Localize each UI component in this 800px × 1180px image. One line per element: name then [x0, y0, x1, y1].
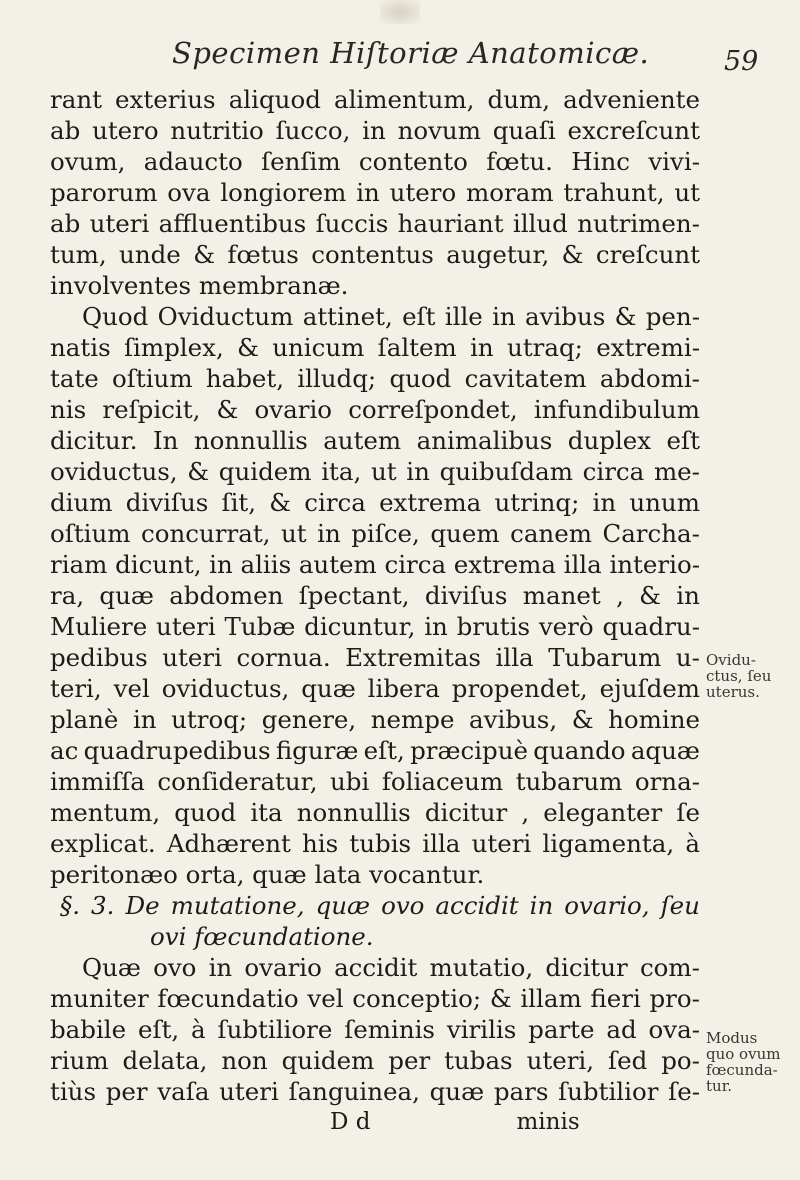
word: dicitur: [424, 798, 508, 827]
word: ſubtilior: [558, 1077, 659, 1106]
text-line: [50, 549, 700, 580]
word: præcipuè: [410, 736, 529, 765]
word: mentum,: [50, 798, 161, 827]
word: quod: [174, 798, 237, 827]
word: dicitur: [545, 953, 628, 982]
word: ab: [50, 116, 81, 145]
word: in: [529, 891, 554, 920]
word: illa: [495, 643, 534, 672]
word: uteri: [89, 209, 150, 238]
word: quod: [389, 364, 452, 393]
word: &: [489, 984, 512, 1013]
word: §.: [60, 891, 81, 920]
word: pedibus: [50, 643, 148, 672]
word: nutritio: [170, 116, 264, 145]
word: abdomen: [169, 581, 284, 610]
text-line: [50, 487, 700, 518]
word: ovario: [244, 953, 322, 982]
word: ſe: [676, 798, 700, 827]
body-text: [50, 84, 700, 1138]
word: &: [193, 240, 215, 269]
text-line: [50, 673, 700, 704]
word: Quæ: [82, 953, 141, 982]
word: Carcha-: [602, 519, 700, 548]
margin-note-line: Modus: [706, 1029, 758, 1047]
word: 3.: [91, 891, 115, 920]
word: reſpicit,: [102, 395, 201, 424]
word: ejuſdem: [599, 674, 700, 703]
word: in: [208, 953, 233, 982]
word: Extremitas: [345, 643, 482, 672]
word: ,: [521, 798, 530, 827]
text-line: [50, 177, 700, 208]
word: brutis: [456, 612, 531, 641]
word: illudq;: [297, 364, 377, 393]
word: mutatio,: [429, 953, 534, 982]
word: in: [362, 116, 386, 145]
word: oviductus,: [50, 457, 178, 486]
word: in: [424, 612, 448, 641]
word: &: [571, 705, 594, 734]
word: propendet,: [451, 674, 588, 703]
word: utraq;: [507, 333, 583, 362]
word: In: [152, 426, 179, 455]
word: Oviductum: [157, 302, 294, 331]
word: &: [187, 457, 210, 486]
word: habet,: [205, 364, 285, 393]
word: natis: [50, 333, 111, 362]
word: ova: [167, 178, 211, 207]
margin-note-line: Ovidu-: [706, 651, 756, 669]
word: piſce,: [351, 519, 420, 548]
word: unicum: [272, 333, 365, 362]
word: vaſa: [157, 1077, 210, 1106]
word: unde: [119, 240, 181, 269]
word: tubas: [444, 1046, 513, 1075]
word: parte: [528, 1015, 595, 1044]
word: quibuſdam: [439, 457, 573, 486]
word: augetur,: [446, 240, 550, 269]
margin-note-line: uterus.: [706, 683, 760, 701]
text-line: [50, 394, 700, 425]
word: à: [191, 1015, 206, 1044]
word: ova-: [648, 1015, 700, 1044]
word: u-: [675, 643, 700, 672]
word: circa: [582, 457, 645, 486]
word: in: [676, 581, 700, 610]
word: ſaltem: [377, 333, 457, 362]
word: ab: [50, 209, 81, 238]
word: cornua.: [236, 643, 331, 672]
word: illa: [563, 550, 602, 579]
word: ovo: [381, 891, 425, 920]
word: quem: [430, 519, 500, 548]
word: trahunt,: [563, 178, 665, 207]
word: rium: [50, 1046, 109, 1075]
word: diviſus: [125, 488, 209, 517]
word: ovum,: [50, 147, 126, 176]
word: dicuntur,: [304, 612, 416, 641]
word: oſtium: [112, 364, 193, 393]
word: conſideratur,: [157, 767, 318, 796]
catchword: minis: [516, 1109, 580, 1135]
word: dicunt,: [115, 550, 202, 579]
word: hauriant: [397, 209, 504, 238]
word: figuræ: [275, 736, 359, 765]
word: accidit: [334, 953, 418, 982]
word: &: [237, 333, 259, 362]
word: nonnullis: [193, 426, 308, 455]
word: genere,: [261, 705, 357, 734]
word: quadru-: [602, 612, 700, 641]
margin-note-line: ctus, ſeu: [706, 667, 772, 685]
text-line: [50, 704, 700, 735]
page-stain: [380, 0, 420, 24]
word: diviſus: [424, 581, 508, 610]
word: excreſcunt: [567, 116, 700, 145]
text-line: [50, 239, 700, 270]
word: Tubarum: [548, 643, 662, 672]
word: &: [561, 240, 584, 269]
word: interio-: [609, 550, 700, 579]
text-line: [50, 518, 700, 549]
word: pen-: [645, 302, 700, 331]
word: eleganter: [543, 798, 663, 827]
word: adaucto: [143, 147, 243, 176]
word: creſcunt: [595, 240, 700, 269]
word: &: [269, 488, 292, 517]
word: quæ: [429, 1077, 485, 1106]
word: exterius: [115, 85, 216, 114]
text-line: [50, 611, 700, 642]
text-line: [50, 332, 700, 363]
text-line: [50, 580, 700, 611]
word: &: [639, 581, 661, 610]
text-line: [50, 1014, 700, 1045]
word: aliquod: [228, 85, 321, 114]
word: affluentibus: [158, 209, 307, 238]
word: extrema: [453, 550, 556, 579]
text-line: [50, 363, 700, 394]
word: oſtium: [50, 519, 131, 548]
word: manet: [522, 581, 601, 610]
word: Hinc: [571, 147, 630, 176]
word: circa: [304, 488, 366, 517]
word: parorum: [50, 178, 158, 207]
word: muniter: [50, 984, 149, 1013]
word: Adhærent: [166, 829, 291, 858]
text-line: involventes membranæ.: [50, 271, 349, 300]
word: ut: [370, 457, 397, 486]
word: dium: [50, 488, 113, 517]
word: unum: [629, 488, 700, 517]
word: ſenſim: [261, 147, 341, 176]
word: Quod: [82, 302, 149, 331]
word: ſit,: [221, 488, 257, 517]
word: in: [592, 488, 617, 517]
word: planè: [50, 705, 119, 734]
word: ſeu: [660, 891, 700, 920]
word: utero: [389, 178, 457, 207]
word: fœtu.: [486, 147, 553, 176]
word: quando: [533, 736, 626, 765]
word: teri,: [50, 674, 102, 703]
word: fœcundatio: [157, 984, 299, 1013]
text-line: [50, 983, 700, 1014]
text-line: [50, 115, 700, 146]
text-line: [50, 146, 700, 177]
page-number: 59: [724, 46, 759, 77]
word: verò: [538, 612, 594, 641]
text-line: [50, 952, 700, 983]
word: in: [356, 178, 380, 207]
word: duplex: [567, 426, 652, 455]
word: homine: [608, 705, 700, 734]
word: explicat.: [50, 829, 156, 858]
word: quæ: [315, 891, 371, 920]
margin-note-line: tur.: [706, 1077, 732, 1095]
margin-note-line: quo ovum: [706, 1045, 781, 1063]
word: ,: [616, 581, 624, 610]
text-line: [50, 1045, 700, 1076]
word: ſubtiliore: [217, 1015, 333, 1044]
word: uteri: [162, 643, 222, 672]
word: avibus: [525, 302, 606, 331]
word: contento: [358, 147, 468, 176]
word: in: [317, 519, 341, 548]
word: pars: [493, 1077, 549, 1106]
word: me-: [653, 457, 700, 486]
text-line: [50, 735, 700, 766]
word: ovario: [254, 395, 333, 424]
word: De: [125, 891, 160, 920]
word: tubis: [349, 829, 412, 858]
word: in: [470, 333, 494, 362]
word: babile: [50, 1015, 127, 1044]
word: eſt: [402, 302, 436, 331]
word: mutatione,: [170, 891, 305, 920]
word: ac: [50, 736, 79, 765]
word: novum: [397, 116, 481, 145]
word: uteri: [471, 829, 532, 858]
word: tubarum: [515, 767, 623, 796]
word: in: [492, 302, 516, 331]
word: immiſſa: [50, 767, 145, 796]
word: contentus: [311, 240, 434, 269]
text-line: [50, 797, 700, 828]
word: avibus,: [469, 705, 558, 734]
word: ra,: [50, 581, 85, 610]
word: non: [221, 1046, 268, 1075]
word: attinet,: [302, 302, 393, 331]
word: tum,: [50, 240, 107, 269]
word: tiùs: [50, 1077, 97, 1106]
word: eſt: [666, 426, 700, 455]
word: po-: [661, 1046, 700, 1075]
text-line: [50, 766, 700, 797]
word: vel: [307, 984, 344, 1013]
word: ſimplex,: [123, 333, 224, 362]
word: nempe: [370, 705, 455, 734]
word: ut: [280, 519, 307, 548]
word: quidem: [281, 1046, 375, 1075]
word: utrinq;: [494, 488, 580, 517]
word: circa: [384, 550, 447, 579]
word: ſpectant,: [298, 581, 410, 610]
text-line: [50, 208, 700, 239]
word: virilis: [446, 1015, 517, 1044]
word: autem: [298, 550, 377, 579]
word: ſanguinea,: [288, 1077, 420, 1106]
word: his: [302, 829, 339, 858]
word: ubi: [330, 767, 370, 796]
word: concurrat,: [141, 519, 271, 548]
margin-note-line: fœcunda-: [706, 1061, 778, 1079]
text-line: [50, 828, 700, 859]
word: quidem: [218, 457, 312, 486]
word: extremi-: [596, 333, 700, 362]
word: com-: [639, 953, 700, 982]
word: quæ: [301, 674, 356, 703]
word: à: [685, 829, 700, 858]
word: quaſi: [492, 116, 556, 145]
word: quæ: [99, 581, 154, 610]
word: in: [132, 705, 157, 734]
word: in: [406, 457, 430, 486]
word: per: [388, 1046, 431, 1075]
word: fieri: [590, 984, 641, 1013]
signature-line: [50, 1107, 700, 1138]
word: uteri: [219, 1077, 279, 1106]
word: ſucco,: [275, 116, 351, 145]
word: delata,: [122, 1046, 208, 1075]
word: ovario,: [564, 891, 650, 920]
word: illa: [422, 829, 461, 858]
word: uteri: [156, 612, 216, 641]
word: aliis: [240, 550, 292, 579]
word: ut: [674, 178, 700, 207]
word: ita,: [321, 457, 362, 486]
word: illud: [512, 209, 568, 238]
running-title: Specimen Hiſtoriæ Anatomicæ.: [172, 36, 650, 70]
word: cavitatem: [464, 364, 587, 393]
margin-note-oviductus: [706, 652, 796, 700]
word: dicitur.: [50, 426, 138, 455]
signature-mark: D d: [330, 1109, 371, 1135]
word: utero: [92, 116, 159, 145]
text-line: [50, 1076, 700, 1107]
word: illam: [520, 984, 582, 1013]
word: correſpondet,: [348, 395, 518, 424]
word: nonnullis: [296, 798, 411, 827]
word: vel: [113, 674, 150, 703]
word: utroq;: [171, 705, 248, 734]
word: ſed: [608, 1046, 648, 1075]
word: pro-: [649, 984, 700, 1013]
text-line: [50, 642, 700, 673]
word: moram: [466, 178, 554, 207]
word: extrema: [379, 488, 482, 517]
word: foliaceum: [381, 767, 504, 796]
section-heading-cont: ovi fœcundatione.: [150, 922, 374, 951]
word: canem: [510, 519, 592, 548]
word: uteri,: [526, 1046, 595, 1075]
word: alimentum,: [333, 85, 475, 114]
word: eſt,: [138, 1015, 180, 1044]
word: per: [105, 1077, 148, 1106]
word: longiorem: [220, 178, 347, 207]
word: ille: [444, 302, 483, 331]
word: infundibulum: [533, 395, 700, 424]
word: nis: [50, 395, 87, 424]
word: Tubæ: [224, 612, 296, 641]
word: animalibus: [416, 426, 553, 455]
word: tate: [50, 364, 99, 393]
section-heading: [50, 890, 700, 921]
word: quadrupedibus: [83, 736, 271, 765]
word: ovo: [153, 953, 197, 982]
word: ligamenta,: [542, 829, 675, 858]
text-line: peritonæo orta, quæ lata vocantur.: [50, 860, 485, 889]
word: fœtus: [227, 240, 299, 269]
margin-note-modus: [706, 1030, 796, 1094]
word: nutrimen-: [577, 209, 700, 238]
word: oviductus,: [161, 674, 290, 703]
word: &: [216, 395, 239, 424]
word: autem: [323, 426, 402, 455]
word: abdomi-: [599, 364, 700, 393]
text-line: [50, 425, 700, 456]
word: conceptio;: [352, 984, 482, 1013]
word: ſuccis: [315, 209, 389, 238]
word: vivi-: [648, 147, 700, 176]
word: ad: [606, 1015, 637, 1044]
word: &: [614, 302, 637, 331]
word: eſt,: [363, 736, 405, 765]
word: ſe-: [668, 1077, 700, 1106]
word: libera: [367, 674, 440, 703]
word: aquæ: [630, 736, 700, 765]
word: ita: [250, 798, 283, 827]
text-line: [50, 456, 700, 487]
word: ſeminis: [344, 1015, 436, 1044]
word: adveniente: [563, 85, 700, 114]
word: Muliere: [50, 612, 148, 641]
word: accidit: [435, 891, 519, 920]
word: orna-: [634, 767, 700, 796]
text-line: [50, 301, 700, 332]
word: rant: [50, 85, 102, 114]
word: in: [209, 550, 233, 579]
word: riam: [50, 550, 108, 579]
text-line: [50, 84, 700, 115]
word: dum,: [487, 85, 550, 114]
